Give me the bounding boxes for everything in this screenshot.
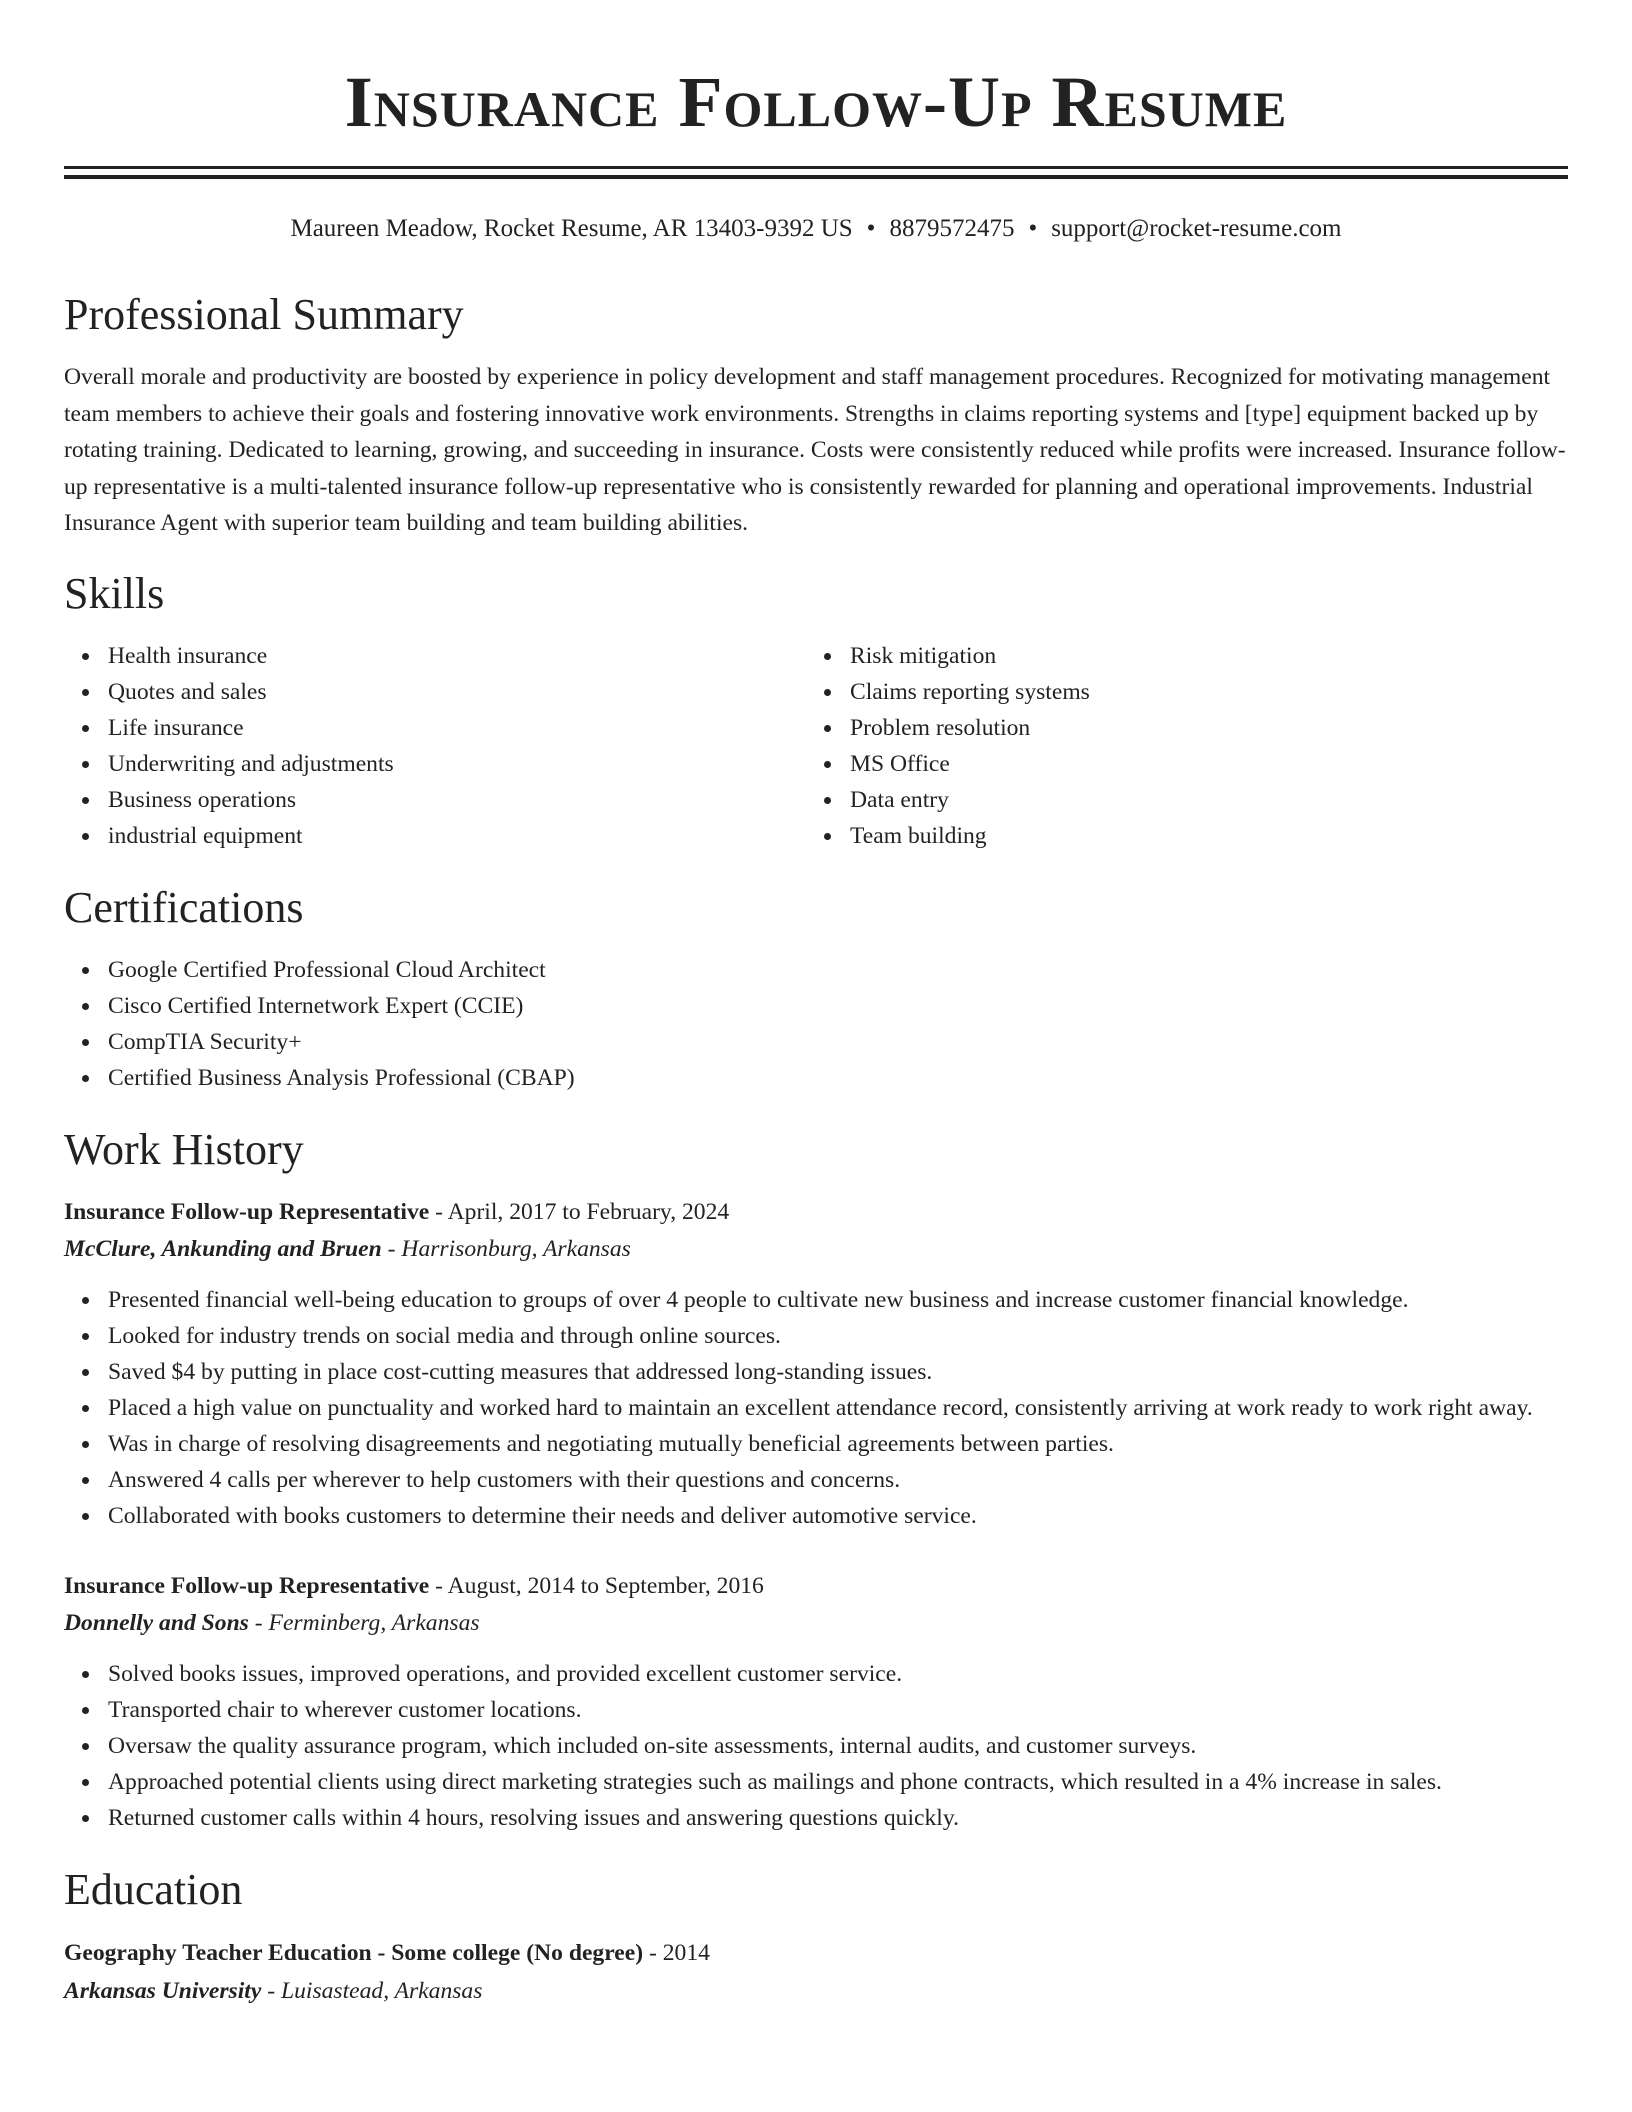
job-location: - Harrisonburg, Arkansas — [381, 1235, 631, 1262]
job-bullet: Looked for industry trends on social media and through online sources. — [108, 1318, 1568, 1354]
certifications-list — [64, 952, 1568, 1096]
skills-grid — [64, 638, 1568, 854]
job-bullet: Saved $4 by putting in place cost-cutting measures that addressed long-standing issues. — [108, 1354, 1568, 1390]
education-section — [64, 1864, 1568, 2010]
job-company: McClure, Ankunding and Bruen — [64, 1235, 382, 1262]
contact-phone: 8879572475 — [889, 215, 1015, 242]
title-rule-bottom — [64, 175, 1568, 179]
education-school-line — [64, 1972, 1568, 2010]
job-bullet: Placed a high value on punctuality and worked hard to maintain an excellent attendance record, consistently arriving at work ready to work right away. — [108, 1390, 1568, 1426]
contact-separator: • — [866, 215, 876, 242]
skill-item: Risk mitigation — [850, 638, 1548, 674]
skill-item: Underwriting and adjustments — [108, 746, 806, 782]
skill-item: Team building — [850, 818, 1548, 854]
job-company-line — [64, 1230, 1568, 1268]
job-dates: - August, 2014 to September, 2016 — [429, 1572, 764, 1599]
skills-section — [64, 568, 1568, 854]
education-heading: Education — [64, 1864, 243, 1914]
work-history-heading: Work History — [64, 1124, 304, 1174]
job-entry — [64, 1194, 1568, 1534]
skill-item: Claims reporting systems — [850, 674, 1548, 710]
job-bullet: Was in charge of resolving disagreements and negotiating mutually beneficial agreements between parties. — [108, 1426, 1568, 1462]
certifications-heading: Certifications — [64, 882, 304, 932]
contact-separator: • — [1028, 215, 1038, 242]
summary-heading: Professional Summary — [64, 290, 464, 339]
education-location: - Luisastead, Arkansas — [261, 1977, 483, 2004]
job-bullet: Presented financial well-being education to groups of over 4 people to cultivate new business and increase customer financial knowledge. — [108, 1282, 1568, 1318]
job-bullet: Collaborated with books customers to determine their needs and deliver automotive service. — [108, 1498, 1568, 1534]
skill-item: Health insurance — [108, 638, 806, 674]
document-title: Insurance Follow-Up Resume — [344, 62, 1288, 142]
education-year: - 2014 — [643, 1939, 710, 1966]
certification-item: Google Certified Professional Cloud Architect — [108, 952, 1568, 988]
skill-item: MS Office — [850, 746, 1548, 782]
job-bullet-list — [64, 1282, 1568, 1534]
job-bullet: Approached potential clients using direct marketing strategies such as mailings and phone contracts, which resulted in a 4% increase in sales. — [108, 1764, 1568, 1800]
summary-text: Overall morale and productivity are boosted by experience in policy development and staff management procedures. Recognized for motivating management team members to achieve their goals and fostering innovative work environments. Strengths in claims reporting systems and [type] equipment backed up by rotating training. Dedicated to learning, growing, and succeeding in insurance. Costs were consistently reduced while profits were increased. Insurance follow-up representative is a multi-talented insurance follow-up representative who is consistently rewarded for planning and operational improvements. Industrial Insurance Agent with superior team building and team building abilities. — [64, 364, 1566, 536]
contact-address: Maureen Meadow, Rocket Resume, AR 13403-9392 US — [290, 215, 853, 242]
education-school: Arkansas University — [64, 1977, 262, 2004]
skills-list-right — [806, 638, 1548, 854]
job-title: Insurance Follow-up Representative — [64, 1572, 430, 1599]
title-rule-top — [64, 166, 1568, 169]
job-bullet: Transported chair to wherever customer locations. — [108, 1692, 1568, 1728]
education-degree-line — [64, 1934, 1568, 1972]
work-history-section — [64, 1124, 1568, 1836]
contact-email[interactable]: support@rocket-resume.com — [1051, 215, 1342, 242]
skill-item: Quotes and sales — [108, 674, 806, 710]
job-title-line — [64, 1194, 1568, 1230]
job-dates: - April, 2017 to February, 2024 — [429, 1198, 730, 1225]
certification-item: Certified Business Analysis Professional (CBAP) — [108, 1060, 1568, 1096]
skill-item: industrial equipment — [108, 818, 806, 854]
skill-item: Business operations — [108, 782, 806, 818]
job-location: - Ferminberg, Arkansas — [248, 1609, 480, 1636]
skill-item: Life insurance — [108, 710, 806, 746]
job-bullet: Solved books issues, improved operations, and provided excellent customer service. — [108, 1656, 1568, 1692]
skills-column-left — [64, 638, 806, 854]
skills-list-left — [64, 638, 806, 854]
job-company-line — [64, 1604, 1568, 1642]
job-company: Donnelly and Sons — [64, 1609, 249, 1636]
contact-line — [64, 213, 1568, 245]
certification-item: CompTIA Security+ — [108, 1024, 1568, 1060]
job-title-line — [64, 1568, 1568, 1604]
job-title: Insurance Follow-up Representative — [64, 1198, 430, 1225]
job-bullet: Returned customer calls within 4 hours, resolving issues and answering questions quickly. — [108, 1800, 1568, 1836]
skills-heading: Skills — [64, 568, 165, 618]
certification-item: Cisco Certified Internetwork Expert (CCIE) — [108, 988, 1568, 1024]
skills-column-right — [806, 638, 1548, 854]
job-entry — [64, 1568, 1568, 1836]
skill-item: Data entry — [850, 782, 1548, 818]
skill-item: Problem resolution — [850, 710, 1548, 746]
job-bullet: Answered 4 calls per wherever to help customers with their questions and concerns. — [108, 1462, 1568, 1498]
education-degree: Geography Teacher Education - Some college (No degree) — [64, 1939, 644, 1966]
certifications-section — [64, 882, 1568, 1096]
job-bullet: Oversaw the quality assurance program, which included on-site assessments, internal audits, and customer surveys. — [108, 1728, 1568, 1764]
job-bullet-list — [64, 1656, 1568, 1836]
summary-section — [64, 289, 1568, 542]
